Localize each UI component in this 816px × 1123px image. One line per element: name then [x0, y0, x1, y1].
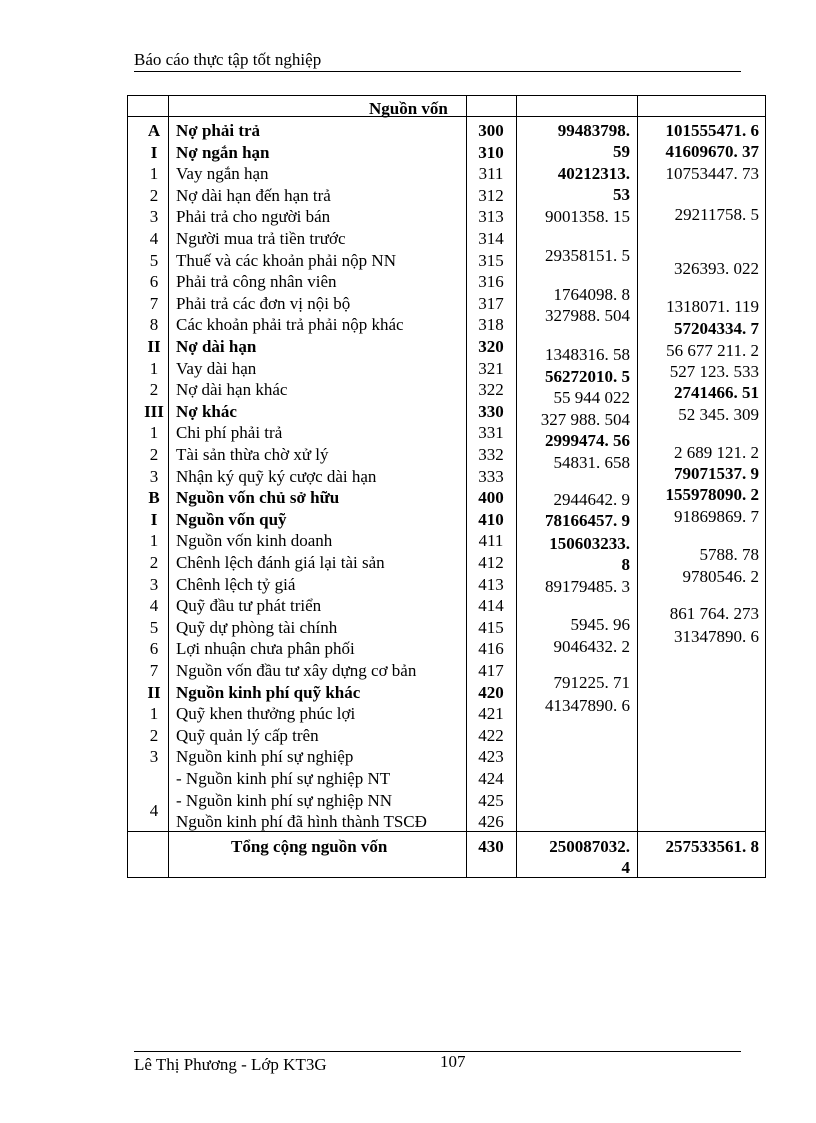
row-name: Quỹ quản lý cấp trên — [176, 725, 319, 745]
row-name: Nợ khác — [176, 401, 237, 421]
row-name: Phải trả các đơn vị nội bộ — [176, 293, 351, 313]
row-name: Người mua trả tiền trước — [176, 229, 346, 248]
row-code: 416 — [478, 639, 504, 659]
document-header: Báo cáo thực tập tốt nghiệp — [134, 50, 322, 69]
col4-value: 52 345. 309 — [678, 405, 759, 424]
total-col4: 257533561. 8 — [665, 837, 759, 856]
header-rule — [134, 71, 741, 72]
row-name: Phải trả công nhân viên — [176, 272, 337, 292]
row-code: 424 — [478, 769, 504, 788]
col4-value: 155978090. 2 — [665, 485, 759, 504]
col4-value: 2741466. 51 — [674, 383, 759, 402]
row-name: Nguồn kinh phí sự nghiệp — [176, 747, 354, 767]
col3-value: 53 — [613, 185, 630, 204]
col3-value: 9001358. 15 — [545, 207, 630, 226]
row-index: 7 — [149, 293, 159, 313]
row-code: 331 — [478, 423, 504, 443]
col3-value: 5945. 96 — [570, 615, 630, 634]
total-label: Tổng cộng nguồn vốn — [231, 837, 388, 856]
row-code: 400 — [478, 488, 504, 508]
col4-value: 326393. 022 — [674, 259, 759, 278]
col3-value: 2944642. 9 — [553, 490, 630, 509]
row-code: 415 — [478, 617, 504, 637]
row-name: Nguồn vốn chủ sở hữu — [176, 488, 340, 508]
row-name: Quỹ đầu tư phát triển — [176, 596, 322, 616]
col3-value: 791225. 71 — [553, 673, 630, 692]
row-index: II — [147, 337, 161, 356]
col3-value: 40212313. — [557, 164, 630, 183]
col4-value: 91869869. 7 — [674, 507, 759, 526]
col4-value: 10753447. 73 — [665, 164, 759, 183]
row-index: 3 — [149, 207, 159, 227]
row-code: 330 — [478, 401, 504, 421]
row-index: 4 — [149, 800, 159, 820]
col4-value: 101555471. 6 — [665, 121, 759, 140]
row-code: 332 — [478, 445, 504, 464]
row-index: 5 — [149, 617, 159, 637]
col4-value: 79071537. 9 — [674, 464, 759, 483]
row-name: Vay dài hạn — [176, 358, 257, 378]
col3-value: 8 — [621, 555, 630, 574]
row-index: 2 — [149, 185, 159, 205]
row-code: 417 — [478, 661, 504, 680]
row-name: Nguồn vốn đầu tư xây dựng cơ bản — [176, 661, 417, 680]
col3-value: 2999474. 56 — [545, 431, 630, 450]
row-index: 2 — [149, 380, 159, 400]
col3-value: 29358151. 5 — [545, 246, 630, 265]
row-index: 3 — [149, 466, 159, 486]
footer-author: Lê Thị Phương - Lớp KT3G — [134, 1055, 327, 1074]
row-name: Nguồn vốn quỹ — [176, 509, 287, 529]
col4-value: 31347890. 6 — [674, 627, 759, 646]
row-code: 420 — [478, 682, 504, 702]
col3-value: 89179485. 3 — [545, 577, 630, 596]
row-index: 2 — [149, 445, 159, 464]
row-code: 422 — [478, 725, 504, 745]
row-index: 4 — [149, 596, 159, 616]
col3-value: 59 — [613, 142, 630, 161]
row-name: Các khoản phải trả phải nộp khác — [176, 315, 404, 335]
col-divider — [637, 96, 638, 877]
row-name: Chênh lệch tỷ giá — [176, 574, 296, 594]
row-code: 322 — [478, 380, 504, 400]
row-code: 421 — [478, 704, 504, 724]
row-name: Nợ dài hạn khác — [176, 380, 288, 400]
row-index: 3 — [149, 747, 159, 767]
row-name: Chênh lệch đánh giá lại tài sản — [176, 553, 385, 572]
row-code: 300 — [478, 121, 504, 140]
row-code: 425 — [478, 790, 504, 810]
row-index: 2 — [149, 553, 159, 572]
row-code: 312 — [478, 185, 504, 205]
row-code: 414 — [478, 596, 504, 616]
col3-value: 55 944 022 — [553, 388, 630, 407]
col4-value: 56 677 211. 2 — [666, 341, 759, 360]
total-col3-line1: 250087032. — [549, 837, 630, 856]
row-code: 318 — [478, 315, 504, 335]
col3-value: 56272010. 5 — [545, 367, 630, 386]
row-index: I — [150, 142, 158, 162]
row-index: I — [150, 509, 158, 529]
row-code: 315 — [478, 250, 504, 270]
col3-value: 1348316. 58 — [545, 345, 630, 364]
col-divider — [466, 96, 467, 877]
total-code: 430 — [478, 837, 504, 856]
row-name: Nguồn kinh phí quỹ khác — [176, 682, 361, 702]
row-name: Quỹ dự phòng tài chính — [176, 617, 338, 637]
row-name: Nguồn vốn kinh doanh — [176, 531, 333, 551]
row-name: - Nguồn kinh phí sự nghiệp NN — [176, 790, 393, 810]
row-index: 1 — [149, 164, 159, 184]
row-code: 412 — [478, 553, 504, 572]
col4-value: 57204334. 7 — [674, 319, 759, 338]
row-name: Quỹ khen thưởng phúc lợi — [176, 704, 356, 724]
row-code: 311 — [478, 164, 504, 184]
row-code: 333 — [478, 466, 504, 486]
col3-value: 9046432. 2 — [553, 637, 630, 656]
row-code: 413 — [478, 574, 504, 594]
row-code: 317 — [478, 293, 504, 313]
col4-value: 5788. 78 — [699, 545, 759, 564]
row-name: Nguồn kinh phí đã hình thành TSCĐ — [176, 812, 427, 832]
row-name: Lợi nhuận chưa phân phối — [176, 639, 355, 659]
row-name: Phải trả cho người bán — [176, 207, 331, 227]
row-code: 314 — [478, 229, 504, 248]
row-code: 426 — [478, 812, 504, 832]
row-name: Chi phí phải trả — [176, 423, 283, 443]
row-name: Nợ phải trả — [176, 121, 261, 140]
col3-value: 1764098. 8 — [553, 285, 630, 304]
row-index: 6 — [149, 639, 159, 659]
row-index: A — [147, 121, 161, 140]
col3-value: 327 988. 504 — [540, 410, 630, 429]
col4-value: 527 123. 533 — [669, 362, 759, 381]
row-code: 410 — [478, 509, 504, 529]
row-index: 2 — [149, 725, 159, 745]
col3-value: 150603233. — [549, 534, 630, 553]
col4-value: 29211758. 5 — [674, 205, 759, 224]
row-code: 411 — [478, 531, 504, 551]
row-code: 320 — [478, 337, 504, 356]
row-index: 1 — [149, 704, 159, 724]
col3-value: 327988. 504 — [545, 306, 630, 325]
table-heading: Nguồn vốn — [369, 99, 448, 118]
row-code: 321 — [478, 358, 504, 378]
row-index: 6 — [149, 272, 159, 292]
row-index: B — [148, 488, 160, 508]
col3-value: 54831. 658 — [553, 453, 630, 472]
col3-value: 78166457. 9 — [545, 511, 630, 530]
footer-rule — [134, 1051, 741, 1052]
page-number: 107 — [440, 1052, 466, 1071]
col3-value: 99483798. — [557, 121, 630, 140]
total-col3-line2: 4 — [621, 858, 630, 877]
row-name: Thuế và các khoản phải nộp NN — [176, 250, 396, 270]
row-name: Nợ ngắn hạn — [176, 142, 270, 162]
col3-value: 41347890. 6 — [545, 696, 630, 715]
row-code: 423 — [478, 747, 504, 767]
row-code: 316 — [478, 272, 504, 292]
row-index: II — [147, 682, 161, 702]
row-name: - Nguồn kinh phí sự nghiệp NT — [176, 769, 391, 788]
row-name: Nợ dài hạn đến hạn trả — [176, 185, 331, 205]
row-code: 310 — [478, 142, 504, 162]
row-index: 5 — [149, 250, 159, 270]
col4-value: 861 764. 273 — [669, 604, 759, 623]
row-index: 7 — [149, 661, 159, 680]
row-name: Nhận ký quỹ ký cược dài hạn — [176, 466, 377, 486]
row-index: III — [144, 401, 164, 421]
row-index: 3 — [149, 574, 159, 594]
col4-value: 9780546. 2 — [682, 567, 759, 586]
row-index: 1 — [149, 358, 159, 378]
row-index: 1 — [149, 423, 159, 443]
row-index: 1 — [149, 531, 159, 551]
row-index: 8 — [149, 315, 159, 335]
col4-value: 2 689 121. 2 — [674, 443, 759, 462]
row-index: 4 — [149, 229, 159, 248]
col4-value: 41609670. 37 — [665, 142, 759, 161]
row-code: 313 — [478, 207, 504, 227]
row-name: Nợ dài hạn — [176, 337, 257, 356]
col4-value: 1318071. 119 — [666, 297, 759, 316]
row-name: Vay ngắn hạn — [176, 164, 269, 184]
row-name: Tài sản thừa chờ xử lý — [176, 445, 329, 464]
